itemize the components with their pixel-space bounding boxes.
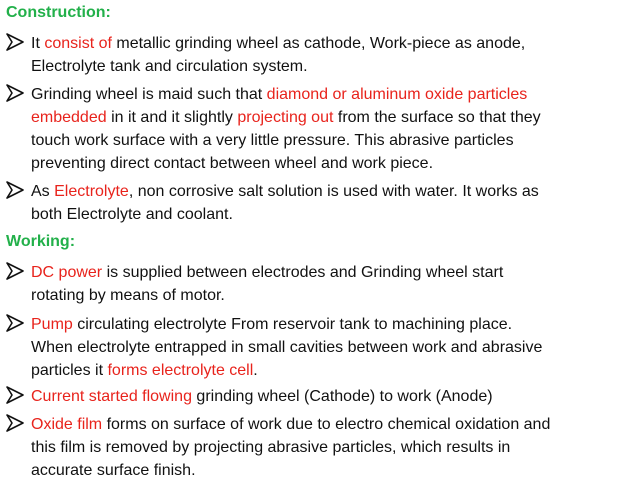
- arrow-bullet-icon: [6, 414, 24, 432]
- text-line: [31, 359, 620, 382]
- text-segment: in it and it slightly: [106, 109, 238, 126]
- bullet-text: [31, 180, 620, 226]
- text-segment: preventing direct contact between wheel and work piece.: [31, 155, 434, 172]
- highlighted-term: forms electrolyte cell: [107, 362, 254, 379]
- construction-heading: Construction:: [6, 4, 111, 21]
- text-line: [31, 180, 620, 203]
- text-segment: rotating by means of motor.: [31, 287, 225, 304]
- text-segment: both Electrolyte and coolant.: [31, 206, 233, 223]
- bullet-text: [31, 313, 620, 382]
- bullet-text: [31, 413, 620, 478]
- text-segment: Electrolyte tank and circulation system.: [31, 58, 308, 75]
- highlighted-term: embedded: [31, 109, 107, 126]
- highlighted-term: projecting out: [237, 109, 334, 126]
- text-line: [31, 459, 620, 478]
- highlighted-term: consist of: [44, 35, 112, 52]
- bullet-text: [31, 83, 620, 175]
- text-line: [31, 152, 620, 175]
- arrow-bullet-icon: [6, 33, 24, 51]
- text-segment: forms on surface of work due to electro chemical oxidation and: [102, 416, 551, 433]
- text-segment: accurate surface finish.: [31, 462, 196, 478]
- bullet-text: [31, 385, 620, 408]
- bullet-text: [31, 261, 620, 307]
- text-line: [31, 261, 620, 284]
- text-line: [31, 413, 620, 436]
- highlighted-term: diamond or aluminum oxide particles: [266, 86, 528, 103]
- text-line: [31, 32, 620, 55]
- text-segment: When electrolyte entrapped in small cavities between work and abrasive: [31, 339, 543, 356]
- text-segment: .: [253, 362, 258, 379]
- text-segment: , non corrosive salt solution is used with water. It works as: [128, 183, 539, 200]
- text-segment: metallic grinding wheel as cathode, Work-piece as anode,: [111, 35, 526, 52]
- text-line: [31, 203, 620, 226]
- text-segment: Grinding wheel is maid such that: [31, 86, 267, 103]
- text-segment: touch work surface with a very little pressure. This abrasive particles: [31, 132, 514, 149]
- text-line: [31, 385, 620, 408]
- text-segment: As: [31, 183, 55, 200]
- text-line: [31, 55, 620, 78]
- text-line: [31, 313, 620, 336]
- text-line: [31, 336, 620, 359]
- text-segment: circulating electrolyte From reservoir tank to machining place.: [72, 316, 513, 333]
- text-line: [31, 284, 620, 307]
- text-segment: It: [31, 35, 45, 52]
- working-heading: Working:: [6, 233, 76, 250]
- text-segment: grinding wheel (Cathode) to work (Anode): [191, 388, 493, 405]
- arrow-bullet-icon: [6, 314, 24, 332]
- bullet-text: [31, 32, 620, 78]
- highlighted-term: Oxide film: [31, 416, 103, 433]
- text-line: [31, 436, 620, 459]
- highlighted-term: Current started flowing: [31, 388, 192, 405]
- text-segment: from the surface so that they: [333, 109, 541, 126]
- text-segment: is supplied between electrodes and Grinding wheel start: [102, 264, 504, 281]
- text-line: [31, 83, 620, 106]
- highlighted-term: Electrolyte: [54, 183, 129, 200]
- text-line: [31, 106, 620, 129]
- arrow-bullet-icon: [6, 262, 24, 280]
- arrow-bullet-icon: [6, 84, 24, 102]
- highlighted-term: DC power: [31, 264, 103, 281]
- arrow-bullet-icon: [6, 386, 24, 404]
- text-segment: this film is removed by projecting abrasive particles, which results in: [31, 439, 511, 456]
- arrow-bullet-icon: [6, 181, 24, 199]
- highlighted-term: Pump: [31, 316, 73, 333]
- text-line: [31, 129, 620, 152]
- text-segment: particles it: [31, 362, 108, 379]
